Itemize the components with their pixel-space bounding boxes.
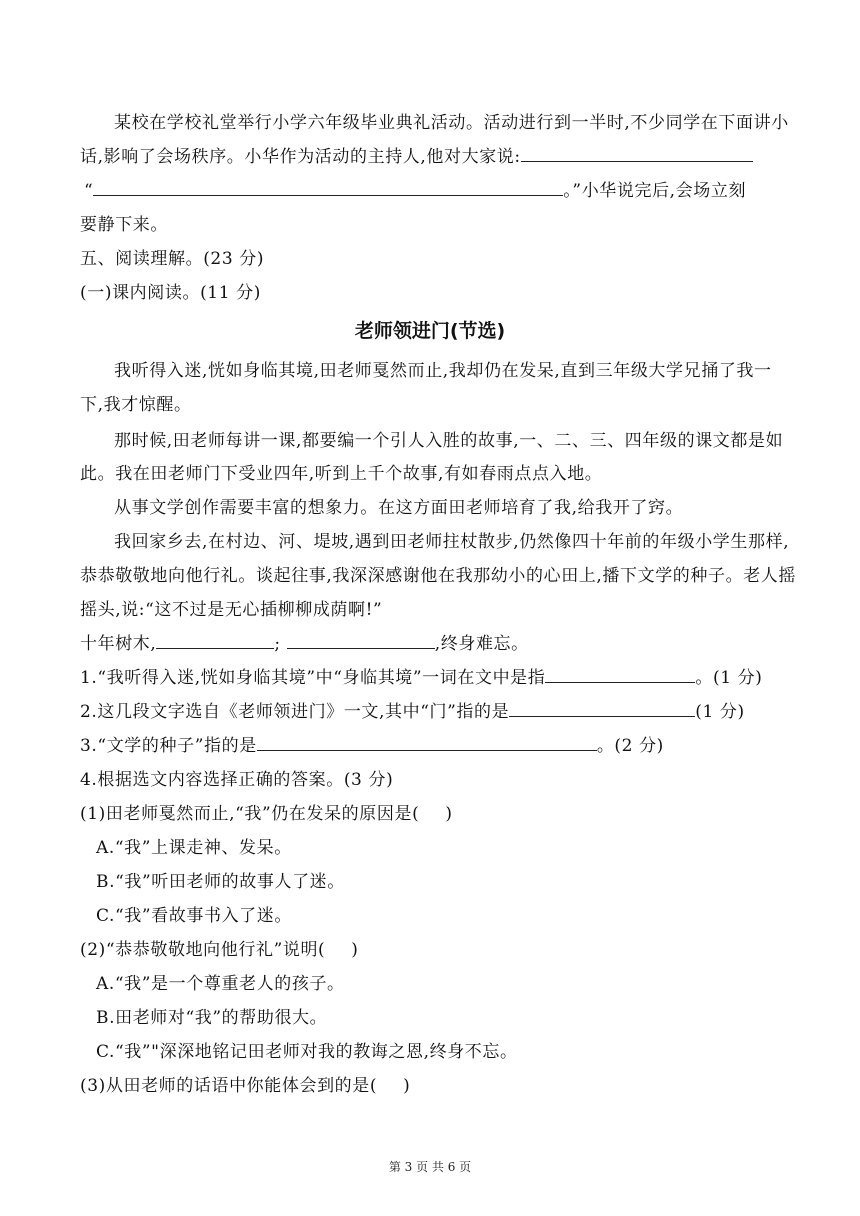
question-1	[80, 667, 780, 689]
sub-question-3-stem: (3)从田老师的话语中你能体会到的是(	[80, 1076, 378, 1096]
prompt-line-3	[84, 180, 784, 202]
sub-question-3	[80, 1075, 780, 1097]
question-3	[80, 735, 780, 757]
fill-line-suffix: ,终身难忘。	[434, 634, 529, 654]
prompt-line-1: 某校在学校礼堂举行小学六年级毕业典礼活动。活动进行到一半时,不少同学在下面讲小	[114, 113, 789, 133]
passage-p4-line-1: 我回家乡去,在村边、河、堤坡,遇到田老师拄杖散步,仍然像四十年前的年级小学生那样,	[114, 532, 790, 552]
answer-blank-fill-1[interactable]	[156, 634, 274, 649]
prompt-line-2-text: 话,影响了会场秩序。小华作为活动的主持人,他对大家说:	[80, 147, 521, 167]
sub2-option-a: A.“我”是一个尊重老人的孩子。	[96, 974, 345, 994]
passage-title: 老师领进门(节选)	[354, 320, 506, 342]
sub1-option-c: C.“我”看故事书入了迷。	[96, 906, 292, 926]
question-2-text: 2.这几段文字选自《老师领进门》一文,其中“门”指的是	[80, 702, 510, 722]
answer-blank-fill-2[interactable]	[287, 634, 435, 649]
sub-question-2	[80, 939, 780, 961]
passage-p2-line-1: 那时候,田老师每讲一课,都要编一个引人入胜的故事,一、二、三、四年级的课文都是如	[114, 431, 784, 451]
sub-question-3-close: )	[403, 1076, 411, 1096]
sub2-option-b: B.田老师对“我”的帮助很大。	[96, 1008, 328, 1028]
open-quote: “	[84, 181, 94, 201]
section-heading: 五、阅读理解。(23 分)	[80, 249, 265, 269]
question-1-text: 1.“我听得入迷,恍如身临其境”中“身临其境”一词在文中是指	[80, 668, 546, 688]
prompt-line-2	[80, 146, 780, 168]
answer-blank-q1[interactable]	[545, 668, 695, 683]
sub1-option-a: A.“我”上课走神、发呆。	[96, 838, 292, 858]
sub-question-1	[80, 803, 780, 825]
sub-question-2-stem: (2)“恭恭敬敬地向他行礼”说明(	[80, 940, 326, 960]
sub-question-2-close: )	[351, 940, 359, 960]
passage-p4-line-2: 恭恭敬敬地向他行礼。谈起往事,我深深感谢他在我那幼小的心田上,播下文学的种子。老人摇	[80, 566, 797, 586]
question-2	[80, 701, 780, 723]
question-1-tail: 。(1 分)	[695, 668, 763, 688]
passage-p2-line-2: 此。我在田老师门下受业四年,听到上千个故事,有如春雨点点入地。	[80, 464, 603, 484]
fill-line	[80, 633, 780, 655]
question-3-tail: 。(2 分)	[596, 736, 664, 756]
sub-question-1-close: )	[445, 804, 453, 824]
question-3-text: 3.“文学的种子”指的是	[80, 736, 257, 756]
fill-line-prefix: 十年树木,	[80, 634, 157, 654]
sub-question-1-stem: (1)田老师戛然而止,“我”仍在发呆的原因是(	[80, 804, 420, 824]
question-2-tail: (1 分)	[695, 702, 745, 722]
passage-p4-line-3: 摇头,说:“这不过是无心插柳柳成荫啊!”	[80, 600, 383, 620]
subsection-heading: (一)课内阅读。(11 分)	[80, 283, 261, 303]
sub1-option-b: B.“我”听田老师的故事人了迷。	[96, 872, 345, 892]
answer-blank-q3[interactable]	[257, 736, 597, 751]
prompt-line-4: 要静下来。	[80, 215, 168, 235]
passage-p1-line-2: 下,我才惊醒。	[80, 395, 192, 415]
answer-blank-prompt-2[interactable]	[93, 181, 563, 196]
question-4: 4.根据选文内容选择正确的答案。(3 分)	[80, 770, 394, 790]
page-footer: 第 3 页 共 6 页	[388, 1160, 472, 1174]
passage-p1-line-1: 我听得入迷,恍如身临其境,田老师戛然而止,我却仍在发呆,直到三年级大学兄捅了我一	[114, 361, 772, 381]
prompt-line-3-tail: 。”小华说完后,会场立刻	[563, 181, 747, 201]
sub2-option-c: C.“我”"深深地铭记田老师对我的教诲之恩,终身不忘。	[96, 1042, 518, 1062]
answer-blank-q2[interactable]	[509, 702, 695, 717]
answer-blank-prompt-1[interactable]	[521, 147, 753, 162]
fill-line-separator: ;	[274, 634, 281, 654]
passage-p3: 从事文学创作需要丰富的想象力。在这方面田老师培育了我,给我开了窍。	[114, 498, 684, 518]
